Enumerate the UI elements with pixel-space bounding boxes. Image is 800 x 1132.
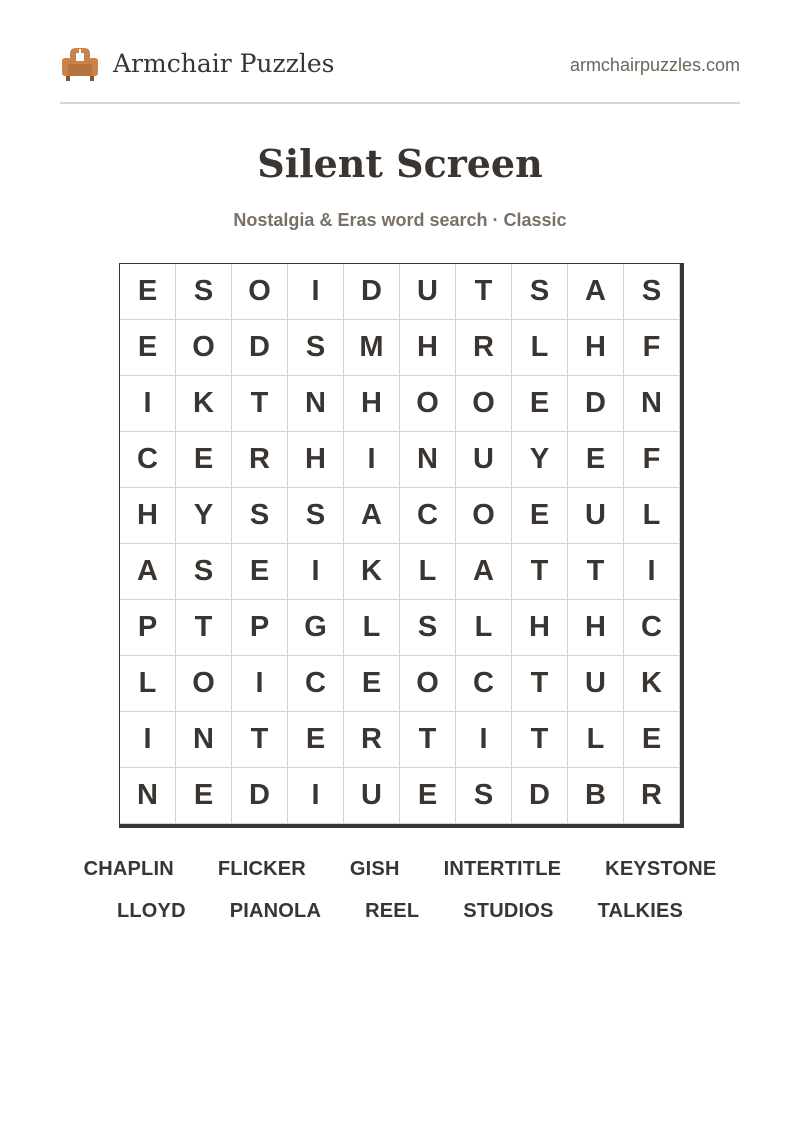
- grid-cell[interactable]: G: [288, 600, 344, 656]
- grid-cell[interactable]: P: [232, 600, 288, 656]
- grid-cell[interactable]: T: [232, 712, 288, 768]
- grid-cell[interactable]: T: [176, 600, 232, 656]
- grid-cell[interactable]: T: [232, 376, 288, 432]
- grid-cell[interactable]: A: [568, 264, 624, 320]
- puzzle-title: Silent Screen: [257, 141, 543, 186]
- grid-cell[interactable]: D: [344, 264, 400, 320]
- grid-cell[interactable]: L: [344, 600, 400, 656]
- grid-cell[interactable]: O: [176, 656, 232, 712]
- grid-cell[interactable]: D: [232, 320, 288, 376]
- grid-cell[interactable]: I: [344, 432, 400, 488]
- armchair-icon: [60, 44, 100, 84]
- grid-cell[interactable]: S: [400, 600, 456, 656]
- grid-cell[interactable]: E: [176, 432, 232, 488]
- puzzle-subtitle: Nostalgia & Eras word search · Classic: [233, 210, 567, 230]
- grid-cell[interactable]: E: [344, 656, 400, 712]
- grid-cell[interactable]: U: [400, 264, 456, 320]
- grid-cell[interactable]: L: [512, 320, 568, 376]
- grid-cell[interactable]: E: [512, 376, 568, 432]
- grid-cell[interactable]: E: [120, 320, 176, 376]
- grid-cell[interactable]: S: [176, 264, 232, 320]
- grid-cell[interactable]: O: [232, 264, 288, 320]
- grid-cell[interactable]: I: [232, 656, 288, 712]
- header-divider: [60, 102, 740, 104]
- word-list-item: PIANOLA: [229, 900, 322, 922]
- grid-cell[interactable]: T: [456, 264, 512, 320]
- grid-cell[interactable]: S: [456, 768, 512, 824]
- grid-cell[interactable]: E: [288, 712, 344, 768]
- grid-cell[interactable]: S: [288, 320, 344, 376]
- grid-cell[interactable]: A: [344, 488, 400, 544]
- grid-cell[interactable]: U: [568, 488, 624, 544]
- grid-cell[interactable]: U: [456, 432, 512, 488]
- word-list-item: GISH: [349, 858, 400, 880]
- grid-cell[interactable]: I: [288, 768, 344, 824]
- grid-cell[interactable]: I: [288, 544, 344, 600]
- grid-cell[interactable]: L: [624, 488, 680, 544]
- grid-cell[interactable]: T: [512, 712, 568, 768]
- grid-cell[interactable]: N: [120, 768, 176, 824]
- grid-cell[interactable]: U: [344, 768, 400, 824]
- header: [60, 44, 740, 84]
- grid-cell[interactable]: E: [568, 432, 624, 488]
- grid-cell[interactable]: S: [512, 264, 568, 320]
- grid-cell[interactable]: M: [344, 320, 400, 376]
- grid-cell[interactable]: C: [120, 432, 176, 488]
- grid-cell[interactable]: D: [568, 376, 624, 432]
- grid-cell[interactable]: N: [400, 432, 456, 488]
- word-list-item: REEL: [365, 900, 420, 922]
- grid-cell[interactable]: S: [624, 264, 680, 320]
- grid-cell[interactable]: L: [400, 544, 456, 600]
- grid-cell[interactable]: T: [568, 544, 624, 600]
- grid-cell[interactable]: E: [624, 712, 680, 768]
- grid-cell[interactable]: T: [512, 544, 568, 600]
- grid-cell[interactable]: O: [456, 488, 512, 544]
- grid-cell[interactable]: F: [624, 432, 680, 488]
- grid-cell[interactable]: O: [400, 376, 456, 432]
- grid-cell[interactable]: H: [344, 376, 400, 432]
- grid-cell[interactable]: N: [176, 712, 232, 768]
- grid-cell[interactable]: R: [456, 320, 512, 376]
- grid-cell[interactable]: H: [120, 488, 176, 544]
- grid-cell[interactable]: I: [456, 712, 512, 768]
- grid-cell[interactable]: E: [400, 768, 456, 824]
- grid-cell[interactable]: F: [624, 320, 680, 376]
- grid-cell[interactable]: T: [400, 712, 456, 768]
- grid-cell[interactable]: E: [232, 544, 288, 600]
- grid-cell[interactable]: O: [176, 320, 232, 376]
- site-url[interactable]: armchairpuzzles.com: [569, 55, 740, 75]
- word-list: [60, 856, 740, 924]
- grid-cell[interactable]: H: [288, 432, 344, 488]
- grid-cell[interactable]: H: [568, 320, 624, 376]
- grid-cell[interactable]: C: [400, 488, 456, 544]
- grid-cell[interactable]: L: [568, 712, 624, 768]
- grid-cell[interactable]: Y: [512, 432, 568, 488]
- grid-cell[interactable]: H: [512, 600, 568, 656]
- grid-cell[interactable]: O: [456, 376, 512, 432]
- grid-cell[interactable]: K: [176, 376, 232, 432]
- word-list-item: TALKIES: [597, 900, 684, 922]
- grid-cell[interactable]: L: [120, 656, 176, 712]
- grid-cell[interactable]: R: [232, 432, 288, 488]
- brand-name: Armchair Puzzles: [113, 49, 335, 78]
- grid-cell[interactable]: Y: [176, 488, 232, 544]
- word-list-item: KEYSTONE: [605, 858, 717, 880]
- grid-cell[interactable]: I: [120, 712, 176, 768]
- word-list-item: LLOYD: [116, 900, 186, 922]
- grid-cell[interactable]: C: [288, 656, 344, 712]
- grid-cell[interactable]: O: [400, 656, 456, 712]
- grid-cell[interactable]: U: [568, 656, 624, 712]
- grid-cell[interactable]: H: [568, 600, 624, 656]
- word-list-item: INTERTITLE: [443, 858, 562, 880]
- grid-cell[interactable]: K: [624, 656, 680, 712]
- grid-cell[interactable]: T: [512, 656, 568, 712]
- grid-cell[interactable]: R: [624, 768, 680, 824]
- grid-cell[interactable]: N: [288, 376, 344, 432]
- word-list-item: STUDIOS: [463, 900, 554, 922]
- grid-cell[interactable]: P: [120, 600, 176, 656]
- grid-cell[interactable]: I: [120, 376, 176, 432]
- word-list-item: CHAPLIN: [83, 858, 174, 880]
- grid-cell[interactable]: R: [344, 712, 400, 768]
- grid-cell[interactable]: K: [344, 544, 400, 600]
- grid-cell[interactable]: S: [288, 488, 344, 544]
- grid-cell[interactable]: D: [512, 768, 568, 824]
- grid-cell[interactable]: L: [456, 600, 512, 656]
- grid-cell[interactable]: E: [176, 768, 232, 824]
- grid-cell[interactable]: I: [288, 264, 344, 320]
- letter-grid: [119, 263, 684, 828]
- grid-cell[interactable]: S: [232, 488, 288, 544]
- grid-cell[interactable]: A: [456, 544, 512, 600]
- grid-cell[interactable]: S: [176, 544, 232, 600]
- grid-cell[interactable]: H: [400, 320, 456, 376]
- grid-cell[interactable]: C: [456, 656, 512, 712]
- grid-cell[interactable]: B: [568, 768, 624, 824]
- grid-cell[interactable]: E: [512, 488, 568, 544]
- grid-cell[interactable]: E: [120, 264, 176, 320]
- grid-cell[interactable]: A: [120, 544, 176, 600]
- grid-cell[interactable]: C: [624, 600, 680, 656]
- grid-cell[interactable]: I: [624, 544, 680, 600]
- word-list-item: FLICKER: [217, 858, 306, 880]
- grid-cell[interactable]: N: [624, 376, 680, 432]
- grid-cell[interactable]: D: [232, 768, 288, 824]
